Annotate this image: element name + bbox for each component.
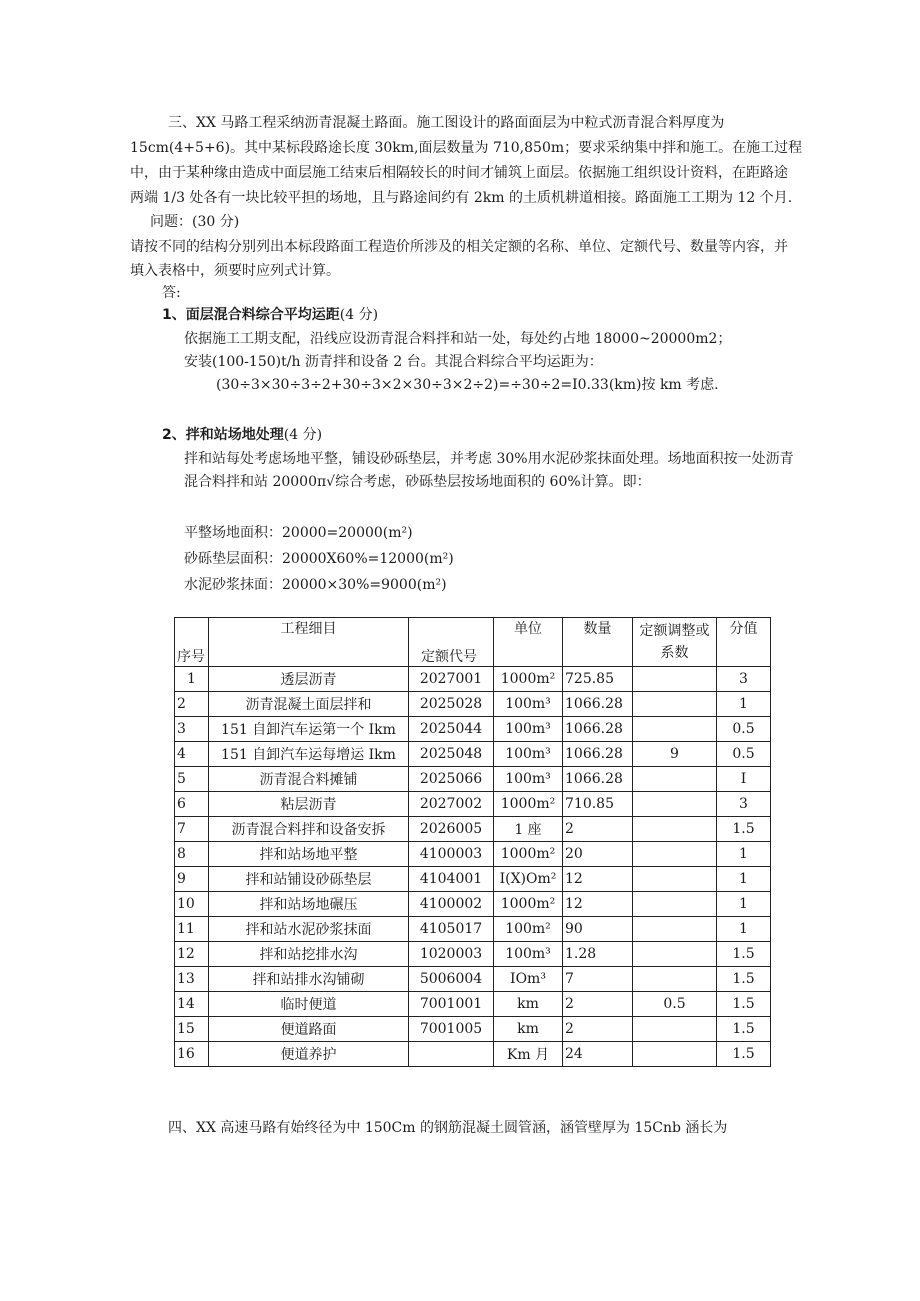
q3-intro-line-2: 15cm(4+5+6)。其中某标段路途长度 30km,面层数量为 710,850m；要求采纳集中拌和施工。在施工过程 <box>130 140 803 156</box>
table-row <box>175 717 771 742</box>
cell-score: 1.5 <box>717 1042 771 1067</box>
cell-score: 1 <box>717 917 771 942</box>
cell-qty: 12 <box>563 892 633 917</box>
cell-unit: 1 座 <box>494 817 563 842</box>
cell-seq: 10 <box>175 892 209 917</box>
cell-qty: 2 <box>563 1017 633 1042</box>
calc-line-3: 水泥砂浆抹面：20000×30%=9000(m²) <box>184 577 447 593</box>
cell-score: 3 <box>717 667 771 692</box>
cell-adj <box>633 942 717 967</box>
cell-unit: km <box>494 1017 563 1042</box>
cell-code: 1020003 <box>409 942 494 967</box>
cell-seq: 2 <box>175 692 209 717</box>
quota-table <box>174 617 771 1067</box>
table-row <box>175 767 771 792</box>
table-row <box>175 742 771 767</box>
cell-qty: 710.85 <box>563 792 633 817</box>
cell-item: 拌和站水泥砂浆抹面 <box>209 917 409 942</box>
cell-item: 透层沥青 <box>209 667 409 692</box>
section1-line-1: 依据施工工期支配，沿线应设沥青混合料拌和站一处，每处约占地 18000~20000m2； <box>184 331 732 347</box>
table-row <box>175 917 771 942</box>
cell-seq: 9 <box>175 867 209 892</box>
header-score: 分值 <box>717 618 771 667</box>
cell-qty: 1066.28 <box>563 742 633 767</box>
cell-score: 3 <box>717 792 771 817</box>
cell-score: 1.5 <box>717 992 771 1017</box>
cell-code: 4105017 <box>409 917 494 942</box>
q3-intro-line-1: 三、XX 马路工程采纳沥青混凝土路面。施工图设计的路面面层为中粒式沥青混合料厚度为 <box>168 115 725 131</box>
cell-seq: 13 <box>175 967 209 992</box>
section2-score: (4 分) <box>283 427 323 443</box>
cell-item: 拌和站场地平整 <box>209 842 409 867</box>
cell-qty: 1066.28 <box>563 767 633 792</box>
cell-seq: 11 <box>175 917 209 942</box>
section2-line-2: 混合料拌和站 20000π√综合考虑，砂砾垫层按场地面积的 60%计算。即： <box>184 474 651 490</box>
cell-seq: 6 <box>175 792 209 817</box>
cell-code: 7001005 <box>409 1017 494 1042</box>
cell-score: 0.5 <box>717 717 771 742</box>
cell-item: 拌和站排水沟铺砌 <box>209 967 409 992</box>
cell-unit: 100m³ <box>494 742 563 767</box>
section1-line-2: 安装(100-150)t/h 沥青拌和设备 2 台。其混合料综合平均运距为： <box>184 354 603 370</box>
question-label: 问题：(30 分) <box>150 214 240 230</box>
cell-unit: 1000m² <box>494 792 563 817</box>
cell-code: 4100002 <box>409 892 494 917</box>
cell-item: 沥青混合料摊铺 <box>209 767 409 792</box>
cell-code: 2025044 <box>409 717 494 742</box>
cell-unit: 1000m² <box>494 892 563 917</box>
cell-score: 1 <box>717 692 771 717</box>
cell-item: 拌和站铺设砂砾垫层 <box>209 867 409 892</box>
cell-qty: 7 <box>563 967 633 992</box>
cell-item: 拌和站场地碾压 <box>209 892 409 917</box>
table-row <box>175 817 771 842</box>
header-code: 定额代号 <box>409 618 494 667</box>
cell-seq: 5 <box>175 767 209 792</box>
cell-adj <box>633 892 717 917</box>
cell-seq: 8 <box>175 842 209 867</box>
cell-code: 4104001 <box>409 867 494 892</box>
cell-unit: 1000m² <box>494 842 563 867</box>
cell-score: 1 <box>717 842 771 867</box>
cell-code <box>409 1042 494 1067</box>
cell-item: 沥青混凝土面层拌和 <box>209 692 409 717</box>
cell-item: 粘层沥青 <box>209 792 409 817</box>
cell-qty: 1.28 <box>563 942 633 967</box>
cell-adj: 9 <box>633 742 717 767</box>
cell-code: 2026005 <box>409 817 494 842</box>
cell-qty: 1066.28 <box>563 692 633 717</box>
cell-adj <box>633 867 717 892</box>
cell-item: 151 自卸汽车运每增运 Ikm <box>209 742 409 767</box>
cell-seq: 4 <box>175 742 209 767</box>
cell-unit: IOm³ <box>494 967 563 992</box>
section2-heading <box>162 426 322 444</box>
cell-unit: km <box>494 992 563 1017</box>
section2-title: 2、拌和站场地处理 <box>162 427 284 443</box>
cell-code: 7001001 <box>409 992 494 1017</box>
cell-adj <box>633 842 717 867</box>
cell-qty: 2 <box>563 992 633 1017</box>
header-unit: 单位 <box>494 618 563 667</box>
cell-unit: 100m³ <box>494 942 563 967</box>
table-row <box>175 792 771 817</box>
cell-score: 1.5 <box>717 1017 771 1042</box>
cell-adj <box>633 717 717 742</box>
cell-qty: 90 <box>563 917 633 942</box>
cell-score: 1.5 <box>717 967 771 992</box>
table-row <box>175 992 771 1017</box>
cell-adj <box>633 667 717 692</box>
cell-seq: 15 <box>175 1017 209 1042</box>
cell-code: 2027002 <box>409 792 494 817</box>
cell-unit: I(X)Om² <box>494 867 563 892</box>
q3-intro-line-4: 两端 1/3 处各有一块比较平担的场地，且与路途间约有 2km 的土质机耕道相接。路面施工工期为 12 个月. <box>130 190 793 206</box>
cell-score: 1.5 <box>717 817 771 842</box>
header-item: 工程细目 <box>209 618 409 667</box>
cell-seq: 14 <box>175 992 209 1017</box>
cell-qty: 725.85 <box>563 667 633 692</box>
cell-unit: Km 月 <box>494 1042 563 1067</box>
cell-adj <box>633 692 717 717</box>
table-row <box>175 1017 771 1042</box>
cell-score: 1.5 <box>717 942 771 967</box>
cell-score: I <box>717 767 771 792</box>
cell-qty: 20 <box>563 842 633 867</box>
cell-adj <box>633 967 717 992</box>
table-row <box>175 967 771 992</box>
answer-label: 答: <box>162 285 181 301</box>
cell-seq: 12 <box>175 942 209 967</box>
q3-intro-line-3: 中，由于某种缘由造成中面层施工结束后相隔较长的时间才铺筑上面层。依据施工组织设计资料，在距路途 <box>130 165 788 181</box>
cell-unit: 100m³ <box>494 692 563 717</box>
cell-adj <box>633 767 717 792</box>
cell-score: 1 <box>717 892 771 917</box>
cell-adj: 0.5 <box>633 992 717 1017</box>
cell-item: 151 自卸汽车运第一个 Ikm <box>209 717 409 742</box>
table-row <box>175 867 771 892</box>
table-row <box>175 692 771 717</box>
cell-item: 便道路面 <box>209 1017 409 1042</box>
cell-adj <box>633 1042 717 1067</box>
cell-unit: 100m³ <box>494 717 563 742</box>
cell-qty: 1066.28 <box>563 717 633 742</box>
cell-score: 1 <box>717 867 771 892</box>
section1-score: (4 分) <box>339 307 379 323</box>
table-row <box>175 842 771 867</box>
cell-unit: 1000m² <box>494 667 563 692</box>
cell-adj <box>633 917 717 942</box>
calc-line-1: 平整场地面积：20000=20000(m²) <box>184 525 413 541</box>
section1-title: 1、面层混合料综合平均运距 <box>162 307 340 323</box>
cell-adj <box>633 1017 717 1042</box>
header-adj: 定额调整或系数 <box>633 618 717 667</box>
cell-adj <box>633 792 717 817</box>
cell-code: 2025066 <box>409 767 494 792</box>
table-header-row <box>175 618 771 667</box>
cell-qty: 2 <box>563 817 633 842</box>
cell-adj <box>633 817 717 842</box>
table-row <box>175 667 771 692</box>
cell-qty: 12 <box>563 867 633 892</box>
section2-line-1: 拌和站每处考虑场地平整，铺设砂砾垫层，并考虑 30%用水泥砂浆抹面处理。场地面积按一处沥青 <box>184 451 794 467</box>
cell-item: 临时便道 <box>209 992 409 1017</box>
cell-seq: 16 <box>175 1042 209 1067</box>
cell-unit: 100m³ <box>494 767 563 792</box>
cell-code: 2027001 <box>409 667 494 692</box>
question-text-line-1: 请按不同的结构分别列出本标段路面工程造价所涉及的相关定额的名称、单位、定额代号、数量等内容，并 <box>130 239 788 255</box>
cell-qty: 24 <box>563 1042 633 1067</box>
cell-seq: 3 <box>175 717 209 742</box>
cell-code: 5006004 <box>409 967 494 992</box>
cell-unit: 100m² <box>494 917 563 942</box>
cell-code: 2025028 <box>409 692 494 717</box>
table-body <box>175 667 771 1067</box>
cell-item: 沥青混合料拌和设备安拆 <box>209 817 409 842</box>
calc-line-2: 砂砾垫层面积：20000X60%=12000(m²) <box>184 551 454 567</box>
header-qty: 数量 <box>563 618 633 667</box>
q4-intro: 四、XX 高速马路有始终径为中 150Cm 的钢筋混凝土圆管涵，涵管壁厚为 15Cnb 涵长为 <box>168 1120 728 1136</box>
cell-seq: 7 <box>175 817 209 842</box>
cell-score: 0.5 <box>717 742 771 767</box>
question-text-line-2: 填入表格中，须要时应列式计算。 <box>130 263 340 279</box>
table-row <box>175 1042 771 1067</box>
table-row <box>175 942 771 967</box>
section1-heading <box>162 306 378 324</box>
cell-item: 拌和站挖排水沟 <box>209 942 409 967</box>
cell-code: 2025048 <box>409 742 494 767</box>
cell-code: 4100003 <box>409 842 494 867</box>
cell-item: 便道养护 <box>209 1042 409 1067</box>
table-row <box>175 892 771 917</box>
header-seq: 序号 <box>175 618 209 667</box>
section1-formula: (30÷3×30÷3÷2+30÷3×2×30÷3×2÷2)=÷30÷2=I0.33(km)按 km 考虑. <box>216 377 719 393</box>
cell-seq: 1 <box>175 667 209 692</box>
